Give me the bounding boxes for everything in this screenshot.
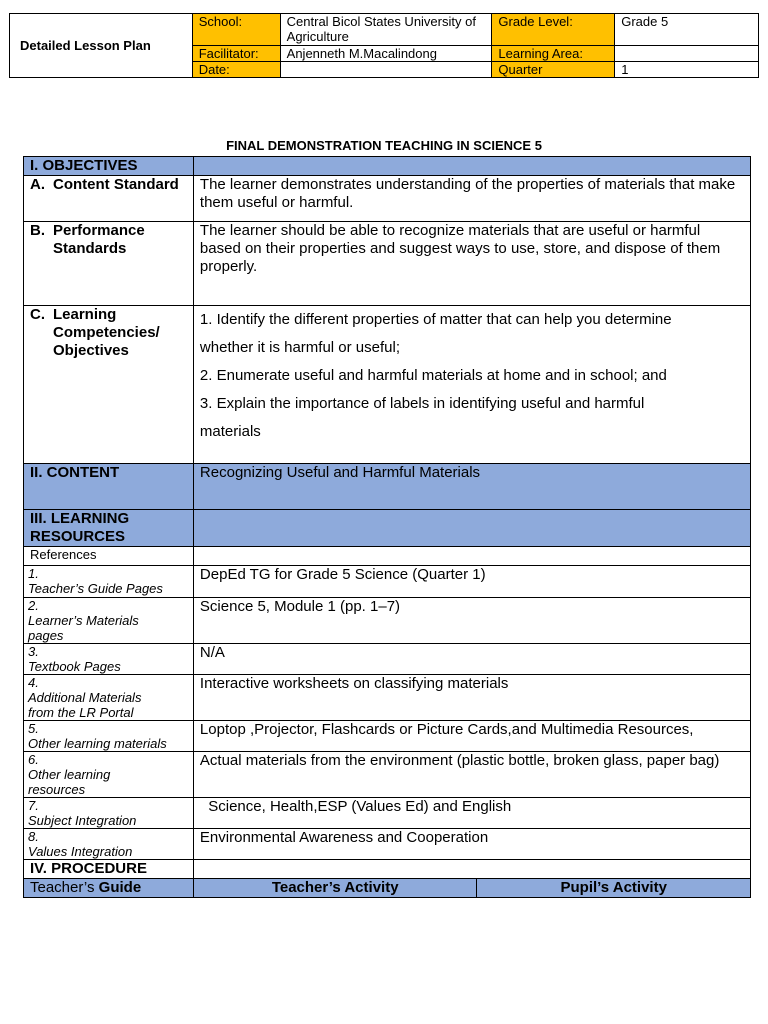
references-value	[193, 547, 750, 566]
document-title: Detailed Lesson Plan	[10, 14, 193, 78]
resource-label	[24, 829, 194, 860]
resource-title: Additional Materials from the LR Portal	[28, 690, 142, 720]
quarter-label: Quarter	[492, 62, 615, 78]
resource-title: Teacher’s Guide Pages	[28, 581, 163, 596]
content-standard-title: Content Standard	[53, 176, 179, 193]
teachers-guide-prefix: Teacher’s	[30, 879, 99, 896]
procedure-heading-fill	[193, 860, 750, 879]
resource-number: 1.	[28, 566, 39, 581]
resource-label	[24, 721, 194, 752]
resource-value: Actual materials from the environment (plastic bottle, broken glass, paper bag)	[193, 752, 750, 798]
competency-line: whether it is harmful or useful;	[199, 339, 401, 356]
learning-resources-title: III. LEARNING RESOURCES	[30, 510, 130, 545]
resource-label	[24, 798, 194, 829]
resource-number: 4.	[28, 675, 39, 690]
learning-competencies-title: Learning Competencies/ Objectives	[53, 306, 160, 359]
resource-number: 5.	[28, 721, 39, 736]
resource-value: Science, Health,ESP (Values Ed) and English	[193, 798, 750, 829]
resource-label	[24, 598, 194, 644]
grade-level-label: Grade Level:	[492, 14, 615, 46]
quarter-value: 1	[615, 62, 759, 78]
teachers-guide-header	[24, 879, 194, 898]
pupils-activity-header: Pupil’s Activity	[477, 879, 751, 898]
resource-title: Values Integration	[28, 844, 133, 859]
competency-line: 3. Explain the importance of labels in identifying useful and harmful	[199, 395, 645, 412]
teachers-guide-bold: Guide	[98, 879, 142, 896]
date-label: Date:	[192, 62, 280, 78]
resource-title: Other learning resources	[28, 767, 111, 797]
header-table	[9, 13, 759, 78]
competency-line: 1. Identify the different properties of matter that can help you determine	[199, 311, 672, 328]
competency-line: materials	[199, 423, 261, 440]
learning-area-value	[615, 46, 759, 62]
learning-resources-fill	[193, 510, 750, 547]
lesson-plan-table	[23, 156, 751, 898]
resource-number: 7.	[28, 798, 39, 813]
page-heading: FINAL DEMONSTRATION TEACHING IN SCIENCE 5	[226, 138, 542, 153]
resource-value: N/A	[193, 644, 750, 675]
objectives-heading-fill	[193, 157, 750, 176]
learning-resources-heading	[24, 510, 194, 547]
resource-value: Science 5, Module 1 (pp. 1–7)	[193, 598, 750, 644]
resource-value: Environmental Awareness and Cooperation	[193, 829, 750, 860]
school-value: Central Bicol States University of Agriculture	[280, 14, 492, 46]
teachers-activity-header: Teacher’s Activity	[193, 879, 477, 898]
resource-label	[24, 644, 194, 675]
grade-level-value: Grade 5	[615, 14, 759, 46]
facilitator-label: Facilitator:	[192, 46, 280, 62]
resource-value: Interactive worksheets on classifying materials	[193, 675, 750, 721]
learning-competencies-number: C.	[30, 306, 45, 323]
resource-title: Learner’s Materials pages	[28, 613, 139, 643]
resource-label	[24, 675, 194, 721]
school-label: School:	[192, 14, 280, 46]
performance-standards-label	[24, 222, 194, 306]
learning-competencies-list	[193, 306, 750, 464]
learning-competencies-label	[24, 306, 194, 464]
resource-number: 3.	[28, 644, 39, 659]
performance-standards-text: The learner should be able to recognize materials that are useful or harmful based on their properties and suggest ways to use, store, and dispose of them properly.	[193, 222, 750, 306]
competency-line: 2. Enumerate useful and harmful materials at home and in school; and	[199, 367, 667, 384]
references-label: References	[24, 547, 194, 566]
resource-number: 6.	[28, 752, 39, 767]
performance-standards-title: Performance Standards	[53, 222, 145, 257]
learning-area-label: Learning Area:	[492, 46, 615, 62]
content-standard-label	[24, 176, 194, 222]
resource-value: Loptop ,Projector, Flashcards or Picture Cards,and Multimedia Resources,	[193, 721, 750, 752]
objectives-heading: I. OBJECTIVES	[24, 157, 194, 176]
resource-label	[24, 752, 194, 798]
facilitator-value: Anjenneth M.Macalindong	[280, 46, 492, 62]
resource-value: DepEd TG for Grade 5 Science (Quarter 1)	[193, 566, 750, 598]
procedure-heading: IV. PROCEDURE	[24, 860, 194, 879]
date-value	[280, 62, 492, 78]
resource-title: Subject Integration	[28, 813, 137, 828]
content-heading: II. CONTENT	[24, 464, 194, 510]
resource-label	[24, 566, 194, 598]
content-text: Recognizing Useful and Harmful Materials	[193, 464, 750, 510]
performance-standards-number: B.	[30, 222, 45, 239]
resource-number: 2.	[28, 598, 39, 613]
content-standard-text: The learner demonstrates understanding of the properties of materials that make them useful or harmful.	[193, 176, 750, 222]
resource-number: 8.	[28, 829, 39, 844]
content-standard-number: A.	[30, 176, 45, 193]
resource-title: Textbook Pages	[28, 659, 121, 674]
resource-title: Other learning materials	[28, 736, 167, 751]
